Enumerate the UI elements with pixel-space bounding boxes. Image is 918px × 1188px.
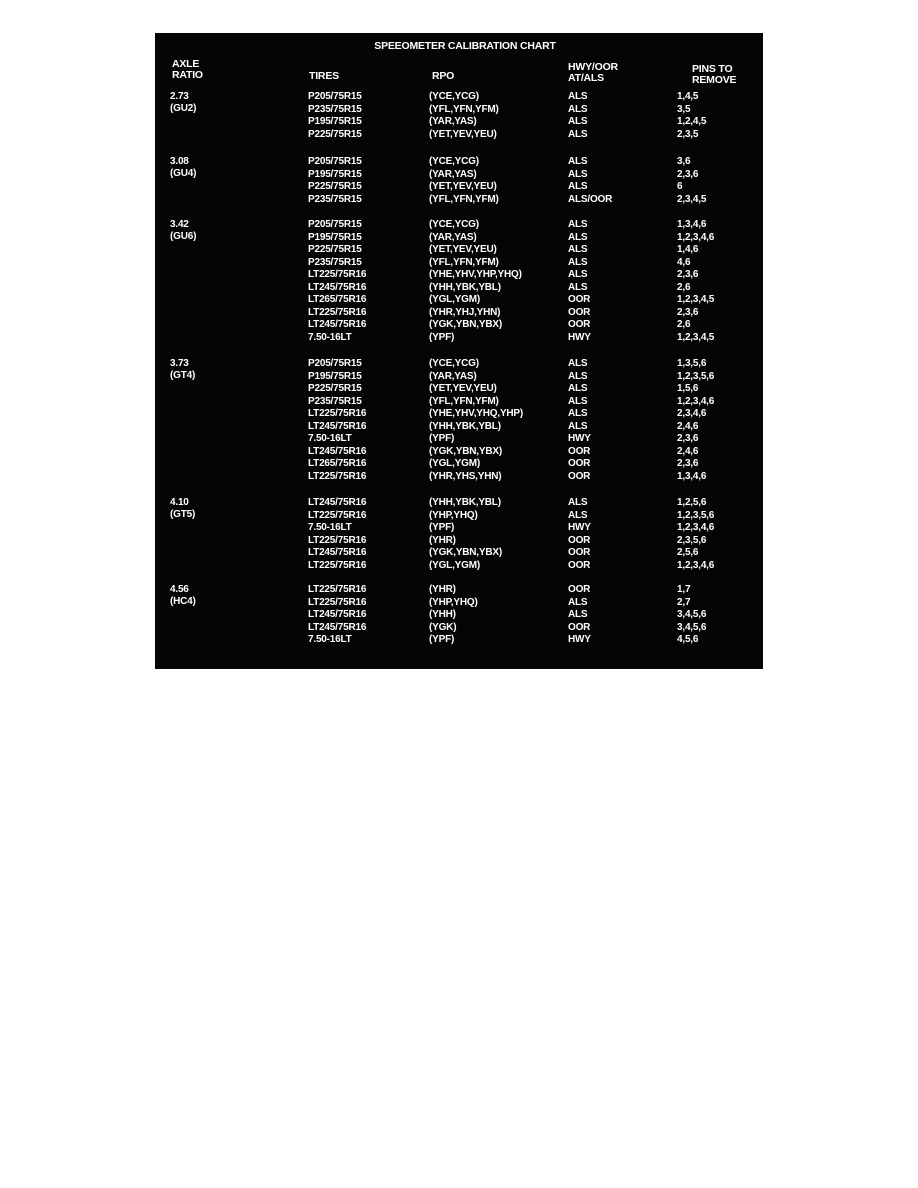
axle-ratio-value: 4.56	[170, 584, 189, 595]
tire-size-cell: 7.50-16LT	[308, 433, 352, 444]
tire-size-cell: LT265/75R16	[308, 294, 367, 305]
pins-to-remove-cell: 2,3,6	[677, 168, 699, 180]
hwy-oor-cell: HWY	[568, 433, 591, 444]
pins-to-remove-cell: 1,2,5,6	[677, 497, 707, 508]
rpo-cell: (YGL,YGM)	[429, 559, 480, 571]
pins-to-remove-cell: 2,3,6	[677, 458, 699, 469]
tire-size-cell: LT245/75R16	[308, 445, 367, 457]
pins-to-remove-cell: 1,2,3,4,6	[677, 231, 715, 243]
rpo-cell: (YGK,YBN,YBX)	[429, 445, 502, 457]
table-row	[155, 294, 763, 306]
rpo-cell: (YAR,YAS)	[429, 231, 477, 243]
tire-size-cell: 7.50-16LT	[308, 634, 352, 645]
rpo-cell: (YFL,YFN,YFM)	[429, 103, 499, 115]
speedometer-calibration-chart	[155, 33, 763, 669]
pins-to-remove-cell: 1,2,3,5,6	[677, 370, 715, 382]
pins-to-remove-cell: 1,2,3,4,5	[677, 294, 715, 305]
pins-to-remove-cell: 1,4,5	[677, 91, 699, 102]
hwy-oor-cell: ALS	[568, 596, 588, 608]
rpo-cell: (YPF)	[429, 522, 455, 533]
table-row	[155, 535, 763, 547]
table-row	[155, 282, 763, 294]
rpo-cell: (YHP,YHQ)	[429, 509, 478, 521]
tire-size-cell: LT225/75R16	[308, 584, 367, 595]
header-pins-text: PINS TO REMOVE	[692, 63, 737, 86]
table-row	[155, 510, 763, 522]
pins-to-remove-cell: 2,3,6	[677, 269, 699, 280]
tire-size-cell: LT245/75R16	[308, 497, 367, 508]
rpo-cell: (YET,YEV,YEU)	[429, 383, 497, 394]
hwy-oor-cell: OOR	[568, 319, 591, 330]
axle-ratio-code: (GT5)	[170, 509, 196, 520]
table-row	[155, 609, 763, 621]
hwy-oor-cell: OOR	[568, 294, 591, 305]
tire-size-cell: LT245/75R16	[308, 420, 367, 432]
pins-to-remove-cell: 1,3,4,6	[677, 219, 707, 230]
rpo-cell: (YGL,YGM)	[429, 458, 480, 469]
tire-size-cell: P225/75R15	[308, 181, 362, 192]
tire-size-cell: LT225/75R16	[308, 534, 367, 546]
table-row	[155, 104, 763, 116]
table-row	[155, 319, 763, 331]
tire-size-cell: P195/75R15	[308, 370, 362, 382]
table-row	[155, 622, 763, 634]
table-row	[155, 244, 763, 256]
axle-ratio-code: (GU6)	[170, 231, 197, 242]
pins-to-remove-cell: 1,3,4,6	[677, 470, 707, 482]
pins-to-remove-cell: 2,6	[677, 281, 691, 293]
table-row	[155, 181, 763, 193]
axle-ratio-code: (GU4)	[170, 168, 197, 179]
table-row	[155, 219, 763, 231]
tire-size-cell: LT225/75R16	[308, 596, 367, 608]
table-row	[155, 408, 763, 420]
pins-to-remove-cell: 2,7	[677, 596, 691, 608]
header-rpo: RPO	[432, 70, 455, 82]
pins-to-remove-cell: 1,4,6	[677, 244, 699, 255]
hwy-oor-cell: OOR	[568, 559, 591, 571]
pins-to-remove-cell: 1,5,6	[677, 383, 699, 394]
hwy-oor-cell: ALS	[568, 116, 588, 127]
hwy-oor-cell: ALS	[568, 395, 588, 407]
rpo-cell: (YHE,YHV,YHP,YHQ)	[429, 269, 522, 280]
chart-title: SPEEOMETER CALIBRATION CHART	[374, 40, 556, 52]
table-row	[155, 371, 763, 383]
rpo-cell: (YPF)	[429, 433, 455, 444]
hwy-oor-cell: ALS	[568, 408, 588, 419]
axle-ratio-code: (GU2)	[170, 103, 197, 114]
header-hwy-oor-text: HWY/OOR AT/ALS	[568, 61, 618, 84]
tire-size-cell: P205/75R15	[308, 358, 362, 369]
axle-ratio-value: 3.42	[170, 219, 189, 230]
hwy-oor-cell: ALS	[568, 256, 588, 268]
hwy-oor-cell: ALS/OOR	[568, 193, 613, 205]
hwy-oor-cell: OOR	[568, 534, 591, 546]
table-row	[155, 169, 763, 181]
rpo-cell: (YHH,YBK,YBL)	[429, 281, 501, 293]
pins-to-remove-cell: 3,4,5,6	[677, 609, 707, 620]
rpo-cell: (YHR,YHJ,YHN)	[429, 306, 501, 318]
table-row	[155, 597, 763, 609]
rpo-cell: (YET,YEV,YEU)	[429, 128, 497, 140]
axle-ratio-value: 2.73	[170, 91, 189, 102]
tire-size-cell: LT225/75R16	[308, 559, 367, 571]
pins-to-remove-cell: 1,2,3,4,5	[677, 331, 715, 343]
pins-to-remove-cell: 3,4,5,6	[677, 621, 707, 633]
rpo-cell: (YHH)	[429, 609, 456, 620]
hwy-oor-cell: OOR	[568, 470, 591, 482]
pins-to-remove-cell: 1,2,3,4,6	[677, 559, 715, 571]
hwy-oor-cell: ALS	[568, 370, 588, 382]
hwy-oor-cell: ALS	[568, 420, 588, 432]
rpo-cell: (YET,YEV,YEU)	[429, 181, 497, 192]
tire-size-cell: LT225/75R16	[308, 408, 367, 419]
pins-to-remove-cell: 2,6	[677, 319, 691, 330]
tire-size-cell: P205/75R15	[308, 91, 362, 102]
pins-to-remove-cell: 2,3,4,5	[677, 193, 707, 205]
rpo-cell: (YCE,YCG)	[429, 219, 479, 230]
tire-size-cell: LT245/75R16	[308, 609, 367, 620]
pins-to-remove-cell: 1,7	[677, 584, 691, 595]
table-row	[155, 547, 763, 559]
pins-to-remove-cell: 3,6	[677, 156, 691, 167]
rpo-cell: (YHP,YHQ)	[429, 596, 478, 608]
rpo-cell: (YHR)	[429, 534, 456, 546]
table-row	[155, 433, 763, 445]
hwy-oor-cell: ALS	[568, 168, 588, 180]
table-row	[155, 332, 763, 344]
hwy-oor-cell: HWY	[568, 522, 591, 533]
tire-size-cell: LT245/75R16	[308, 621, 367, 633]
hwy-oor-cell: OOR	[568, 458, 591, 469]
rpo-cell: (YHR,YHS,YHN)	[429, 470, 502, 482]
hwy-oor-cell: HWY	[568, 331, 591, 343]
rpo-cell: (YGK)	[429, 621, 457, 633]
rpo-cell: (YPF)	[429, 634, 455, 645]
tire-size-cell: LT225/75R16	[308, 306, 367, 318]
table-row	[155, 232, 763, 244]
rpo-cell: (YAR,YAS)	[429, 116, 477, 127]
pins-to-remove-cell: 1,2,3,4,6	[677, 522, 715, 533]
rpo-cell: (YFL,YFN,YFM)	[429, 193, 499, 205]
hwy-oor-cell: ALS	[568, 231, 588, 243]
header-hwy-oor	[568, 62, 643, 84]
tire-size-cell: 7.50-16LT	[308, 331, 352, 343]
hwy-oor-cell: OOR	[568, 445, 591, 457]
hwy-oor-cell: ALS	[568, 244, 588, 255]
hwy-oor-cell: ALS	[568, 219, 588, 230]
rpo-cell: (YET,YEV,YEU)	[429, 244, 497, 255]
tire-size-cell: P225/75R15	[308, 128, 362, 140]
hwy-oor-cell: ALS	[568, 269, 588, 280]
header-axle-ratio	[172, 59, 212, 81]
axle-ratio-value: 4.10	[170, 497, 189, 508]
tire-size-cell: LT245/75R16	[308, 281, 367, 293]
pins-to-remove-cell: 2,3,5,6	[677, 534, 707, 546]
tire-size-cell: LT245/75R16	[308, 547, 367, 558]
table-row	[155, 396, 763, 408]
hwy-oor-cell: ALS	[568, 128, 588, 140]
tire-size-cell: LT265/75R16	[308, 458, 367, 469]
header-axle-ratio-text: AXLE RATIO	[172, 58, 203, 81]
table-row	[155, 358, 763, 370]
pins-to-remove-cell: 2,3,4,6	[677, 408, 707, 419]
tire-size-cell: P235/75R15	[308, 103, 362, 115]
hwy-oor-cell: ALS	[568, 91, 588, 102]
hwy-oor-cell: ALS	[568, 103, 588, 115]
pins-to-remove-cell: 2,3,5	[677, 128, 699, 140]
hwy-oor-cell: ALS	[568, 281, 588, 293]
header-pins-to-remove	[692, 64, 754, 86]
tire-size-cell: P195/75R15	[308, 231, 362, 243]
tire-size-cell: LT225/75R16	[308, 269, 367, 280]
rpo-cell: (YAR,YAS)	[429, 370, 477, 382]
hwy-oor-cell: HWY	[568, 634, 591, 645]
tire-size-cell: P225/75R15	[308, 383, 362, 394]
rpo-cell: (YPF)	[429, 331, 455, 343]
pins-to-remove-cell: 4,5,6	[677, 634, 699, 645]
tire-size-cell: P195/75R15	[308, 168, 362, 180]
tire-size-cell: P235/75R15	[308, 256, 362, 268]
pins-to-remove-cell: 6	[677, 181, 683, 192]
tire-size-cell: LT225/75R16	[308, 509, 367, 521]
rpo-cell: (YCE,YCG)	[429, 91, 479, 102]
pins-to-remove-cell: 2,3,6	[677, 306, 699, 318]
table-row	[155, 194, 763, 206]
rpo-cell: (YCE,YCG)	[429, 156, 479, 167]
pins-to-remove-cell: 2,4,6	[677, 420, 699, 432]
rpo-cell: (YGK,YBN,YBX)	[429, 547, 502, 558]
rpo-cell: (YHE,YHV,YHQ,YHP)	[429, 408, 524, 419]
rpo-cell: (YHH,YBK,YBL)	[429, 497, 501, 508]
rpo-cell: (YAR,YAS)	[429, 168, 477, 180]
table-row	[155, 584, 763, 596]
tire-size-cell: LT245/75R16	[308, 319, 367, 330]
table-row	[155, 421, 763, 433]
rpo-cell: (YFL,YFN,YFM)	[429, 395, 499, 407]
tire-size-cell: P205/75R15	[308, 156, 362, 167]
hwy-oor-cell: OOR	[568, 547, 591, 558]
hwy-oor-cell: OOR	[568, 621, 591, 633]
table-row	[155, 522, 763, 534]
hwy-oor-cell: ALS	[568, 383, 588, 394]
axle-ratio-code: (HC4)	[170, 596, 196, 607]
rpo-cell: (YCE,YCG)	[429, 358, 479, 369]
pins-to-remove-cell: 1,3,5,6	[677, 358, 707, 369]
table-row	[155, 307, 763, 319]
axle-ratio-code: (GT4)	[170, 370, 196, 381]
table-row	[155, 560, 763, 572]
axle-ratio-value: 3.73	[170, 358, 189, 369]
table-row	[155, 471, 763, 483]
rpo-cell: (YHR)	[429, 584, 456, 595]
rpo-cell: (YGL,YGM)	[429, 294, 480, 305]
pins-to-remove-cell: 2,3,6	[677, 433, 699, 444]
table-row	[155, 129, 763, 141]
rpo-cell: (YGK,YBN,YBX)	[429, 319, 502, 330]
tire-size-cell: P205/75R15	[308, 219, 362, 230]
pins-to-remove-cell: 4,6	[677, 256, 691, 268]
table-row	[155, 383, 763, 395]
table-row	[155, 269, 763, 281]
axle-ratio-value: 3.08	[170, 156, 189, 167]
rpo-cell: (YHH,YBK,YBL)	[429, 420, 501, 432]
tire-size-cell: P195/75R15	[308, 116, 362, 127]
hwy-oor-cell: ALS	[568, 609, 588, 620]
pins-to-remove-cell: 2,5,6	[677, 547, 699, 558]
table-row	[155, 458, 763, 470]
hwy-oor-cell: ALS	[568, 509, 588, 521]
tire-size-cell: P235/75R15	[308, 395, 362, 407]
hwy-oor-cell: ALS	[568, 358, 588, 369]
table-row	[155, 257, 763, 269]
header-tires: TIRES	[309, 70, 339, 82]
tire-size-cell: P225/75R15	[308, 244, 362, 255]
table-row	[155, 497, 763, 509]
hwy-oor-cell: OOR	[568, 306, 591, 318]
table-row	[155, 91, 763, 103]
hwy-oor-cell: OOR	[568, 584, 591, 595]
table-row	[155, 446, 763, 458]
table-row	[155, 116, 763, 128]
table-row	[155, 634, 763, 646]
pins-to-remove-cell: 1,2,3,4,6	[677, 395, 715, 407]
pins-to-remove-cell: 2,4,6	[677, 445, 699, 457]
tire-size-cell: P235/75R15	[308, 193, 362, 205]
hwy-oor-cell: ALS	[568, 156, 588, 167]
table-row	[155, 156, 763, 168]
pins-to-remove-cell: 1,2,3,5,6	[677, 509, 715, 521]
hwy-oor-cell: ALS	[568, 497, 588, 508]
tire-size-cell: 7.50-16LT	[308, 522, 352, 533]
hwy-oor-cell: ALS	[568, 181, 588, 192]
rpo-cell: (YFL,YFN,YFM)	[429, 256, 499, 268]
tire-size-cell: LT225/75R16	[308, 470, 367, 482]
pins-to-remove-cell: 1,2,4,5	[677, 116, 707, 127]
pins-to-remove-cell: 3,5	[677, 103, 691, 115]
